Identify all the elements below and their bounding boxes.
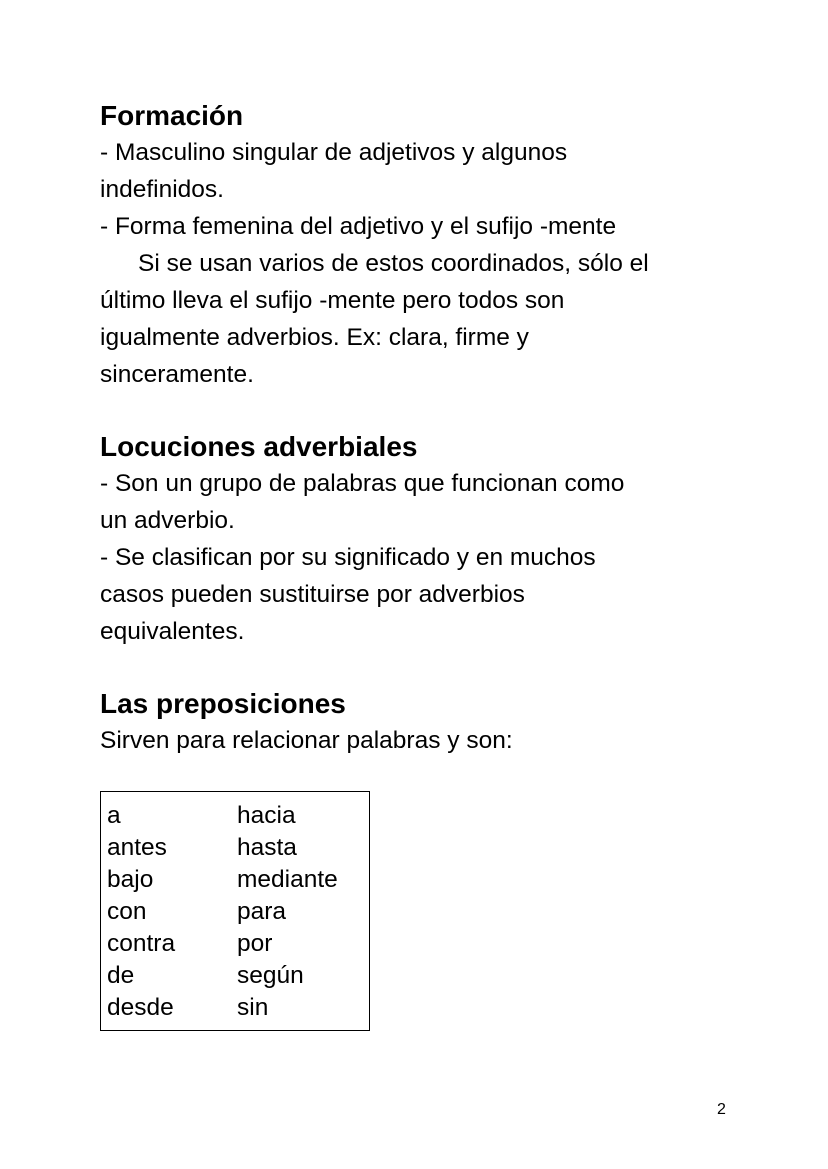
table-cell: desde <box>107 994 174 1021</box>
section-spacer <box>100 393 740 429</box>
table-row <box>107 864 369 896</box>
locuciones-line-5: equivalentes. <box>100 618 245 645</box>
table-row <box>107 960 369 992</box>
formacion-line-5: último lleva el sufijo -mente pero todos son <box>100 287 565 314</box>
section-title-preposiciones: Las preposiciones <box>100 688 346 719</box>
section-title-formacion: Formación <box>100 100 244 131</box>
prepositions-table <box>100 791 370 1031</box>
table-cell: bajo <box>107 866 154 893</box>
table-cell: contra <box>107 930 176 957</box>
section-spacer <box>100 650 740 686</box>
formacion-line-7: sinceramente. <box>100 361 254 388</box>
table-cell: según <box>237 962 304 989</box>
table-row <box>107 896 369 928</box>
table-row <box>107 800 369 832</box>
table-row <box>107 928 369 960</box>
formacion-line-2: indefinidos. <box>100 176 224 203</box>
table-cell: con <box>107 898 147 925</box>
preposiciones-intro: Sirven para relacionar palabras y son: <box>100 727 513 754</box>
table-cell: de <box>107 962 135 989</box>
formacion-line-4: Si se usan varios de estos coordinados, sólo el <box>138 250 649 277</box>
locuciones-line-3: - Se clasifican por su significado y en muchos <box>100 544 596 571</box>
locuciones-line-2: un adverbio. <box>100 507 235 534</box>
locuciones-line-4: casos pueden sustituirse por adverbios <box>100 581 525 608</box>
table-cell: a <box>107 802 121 829</box>
table-cell: por <box>237 930 273 957</box>
locuciones-line-1: - Son un grupo de palabras que funcionan como <box>100 470 625 497</box>
formacion-line-3: - Forma femenina del adjetivo y el sufijo -mente <box>100 213 617 240</box>
document-page <box>100 98 740 1031</box>
table-cell: antes <box>107 834 167 861</box>
table-spacer <box>100 759 740 791</box>
table-cell: sin <box>237 994 269 1021</box>
table-row <box>107 832 369 864</box>
table-cell: hacia <box>237 802 296 829</box>
section-title-locuciones: Locuciones adverbiales <box>100 431 418 462</box>
table-cell: mediante <box>237 866 338 893</box>
table-cell: para <box>237 898 287 925</box>
page-number: 2 <box>717 1101 726 1118</box>
table-cell: hasta <box>237 834 297 861</box>
formacion-line-1: - Masculino singular de adjetivos y algunos <box>100 139 568 166</box>
formacion-line-6: igualmente adverbios. Ex: clara, firme y <box>100 324 529 351</box>
table-row <box>107 992 369 1024</box>
